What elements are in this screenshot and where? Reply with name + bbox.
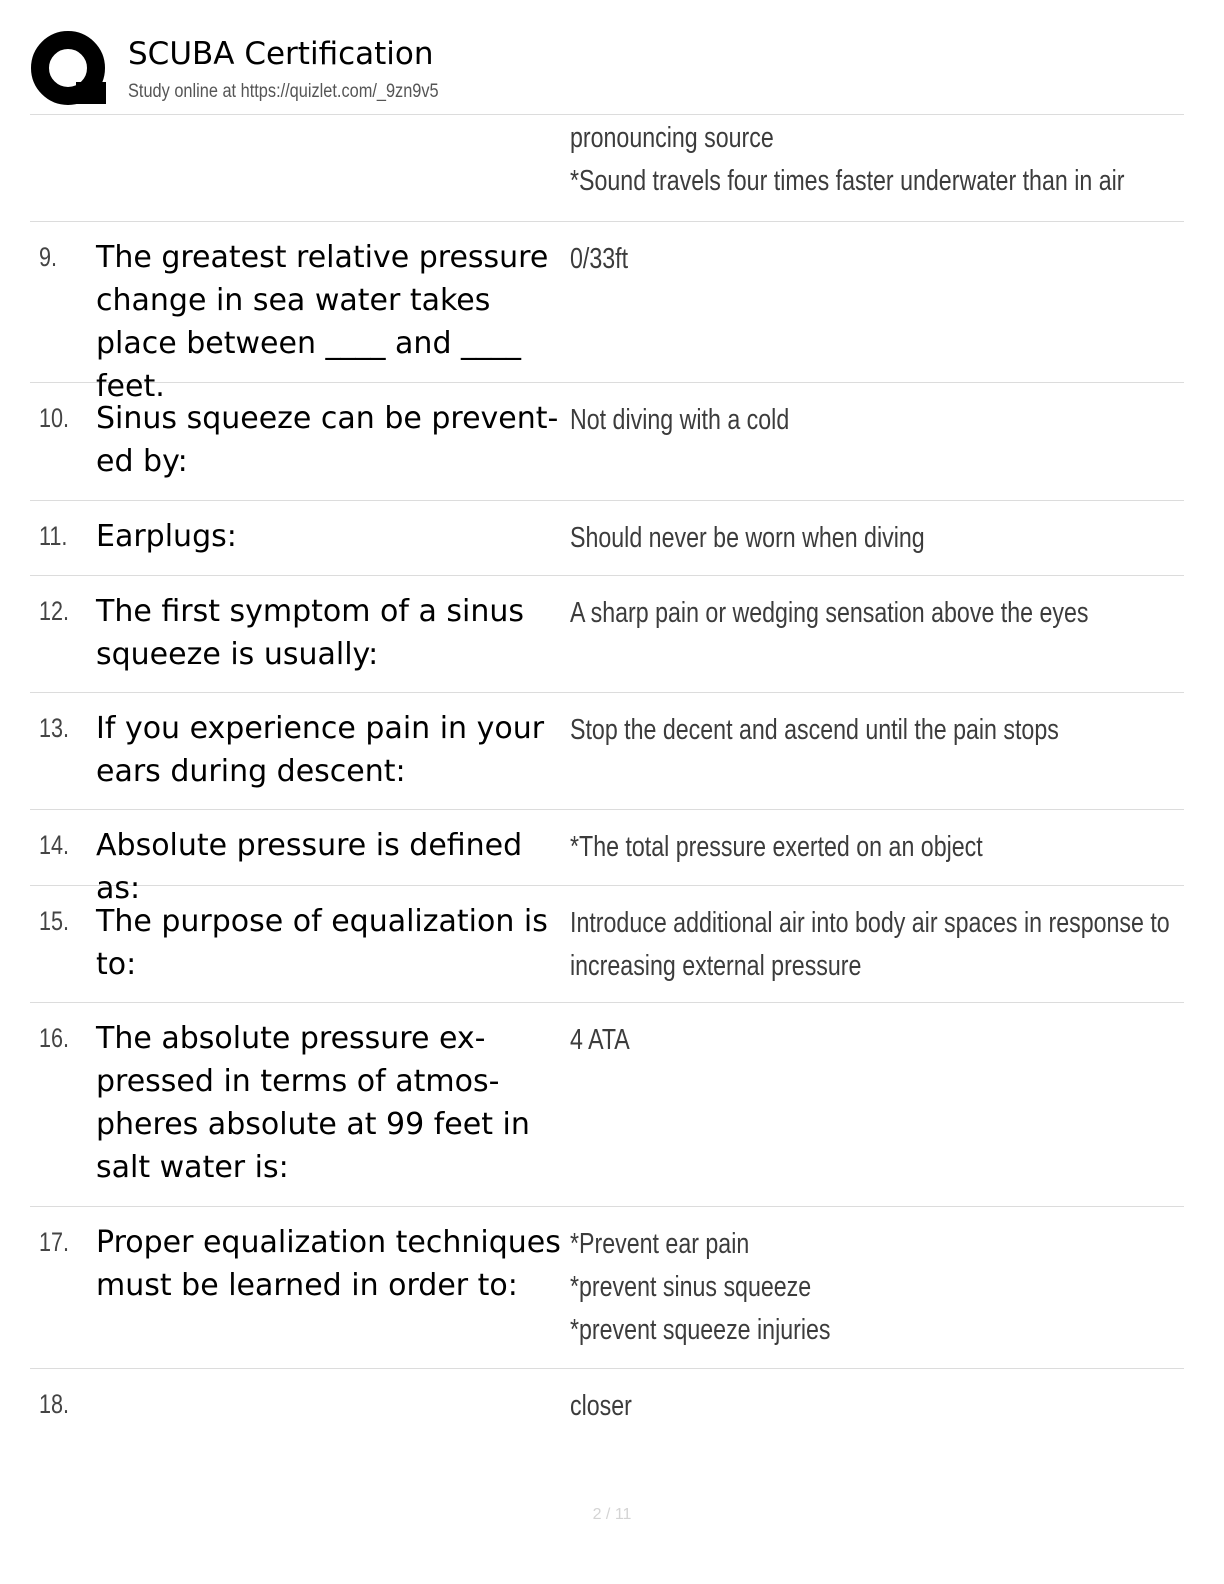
term-text: Sinus squeeze can be prevent-ed by: — [96, 401, 559, 479]
row-number: 14. — [39, 830, 70, 860]
definition-text — [570, 1223, 1178, 1352]
quizlet-logo-icon — [30, 30, 110, 110]
definition-text — [570, 1019, 1178, 1062]
definition-line: A sharp pain or wedging sensation above the eyes — [570, 597, 1089, 629]
flashcard-row — [30, 693, 1184, 810]
term-text: If you experience pain in your ears during descent: — [96, 711, 545, 789]
definition-text — [570, 399, 1178, 442]
term-text: The absolute pressure ex-pressed in terms of atmos-pheres absolute at 99 feet in salt water is: — [96, 1021, 530, 1185]
definition-text — [570, 238, 1178, 281]
definition-line: Should never be worn when diving — [570, 522, 925, 554]
definition-text — [570, 517, 1178, 560]
row-number: 9. — [39, 242, 58, 272]
definition-text — [570, 826, 1178, 869]
flashcard-row — [30, 115, 1184, 222]
term-text: Earplugs: — [96, 519, 237, 554]
definition-line: *prevent squeeze injuries — [570, 1314, 831, 1346]
definition-line: *The total pressure exerted on an object — [570, 831, 983, 863]
definition-line: Introduce additional air into body air spaces in response to — [570, 907, 1170, 939]
definition-text — [570, 1385, 1178, 1428]
row-number: 13. — [39, 713, 70, 743]
term-text: The purpose of equalization is to: — [96, 904, 548, 982]
definition-text — [570, 902, 1178, 988]
flashcard-list — [30, 115, 1184, 1449]
definition-text — [570, 592, 1178, 635]
definition-line: closer — [570, 1390, 632, 1422]
definition-line: Not diving with a cold — [570, 404, 790, 436]
flashcard-row — [30, 886, 1184, 1003]
flashcard-row — [30, 222, 1184, 404]
definition-line: increasing external pressure — [570, 950, 862, 982]
term-text: Proper equalization techniques must be learned in order to: — [96, 1225, 561, 1303]
row-number: 15. — [39, 906, 70, 936]
flashcard-row — [30, 810, 1184, 906]
definition-line: *Prevent ear pain — [570, 1228, 750, 1260]
definition-line: 4 ATA — [570, 1024, 630, 1056]
definition-line: *Sound travels four times faster underwater than in air — [570, 165, 1125, 197]
term-text: The greatest relative pressure change in sea water takes place between ____ and ____ feet. — [96, 240, 549, 404]
term-text: The first symptom of a sinus squeeze is usually: — [96, 594, 525, 672]
flashcard-row — [30, 383, 1184, 501]
term-text: Absolute pressure is defined as: — [96, 828, 523, 906]
row-number: 12. — [39, 596, 70, 626]
document-title: SCUBA Certification — [128, 36, 434, 72]
flashcard-row — [30, 1207, 1184, 1369]
page-header — [30, 28, 1184, 115]
definition-line: pronouncing source — [570, 122, 774, 154]
definition-text — [570, 117, 1178, 203]
document-subtitle: Study online at https://quizlet.com/_9zn9v5 — [128, 81, 439, 102]
definition-text — [570, 709, 1178, 752]
flashcard-row — [30, 576, 1184, 693]
row-number: 10. — [39, 403, 70, 433]
row-number: 16. — [39, 1023, 70, 1053]
row-number: 18. — [39, 1389, 70, 1419]
definition-line: 0/33ft — [570, 243, 629, 275]
definition-line: Stop the decent and ascend until the pain stops — [570, 714, 1059, 746]
definition-line: *prevent sinus squeeze — [570, 1271, 812, 1303]
flashcard-row — [30, 1369, 1184, 1449]
flashcard-row — [30, 1003, 1184, 1207]
row-number: 11. — [39, 521, 68, 551]
page-number: 2 / 11 — [592, 1506, 632, 1523]
row-number: 17. — [39, 1227, 70, 1257]
flashcard-row — [30, 501, 1184, 576]
